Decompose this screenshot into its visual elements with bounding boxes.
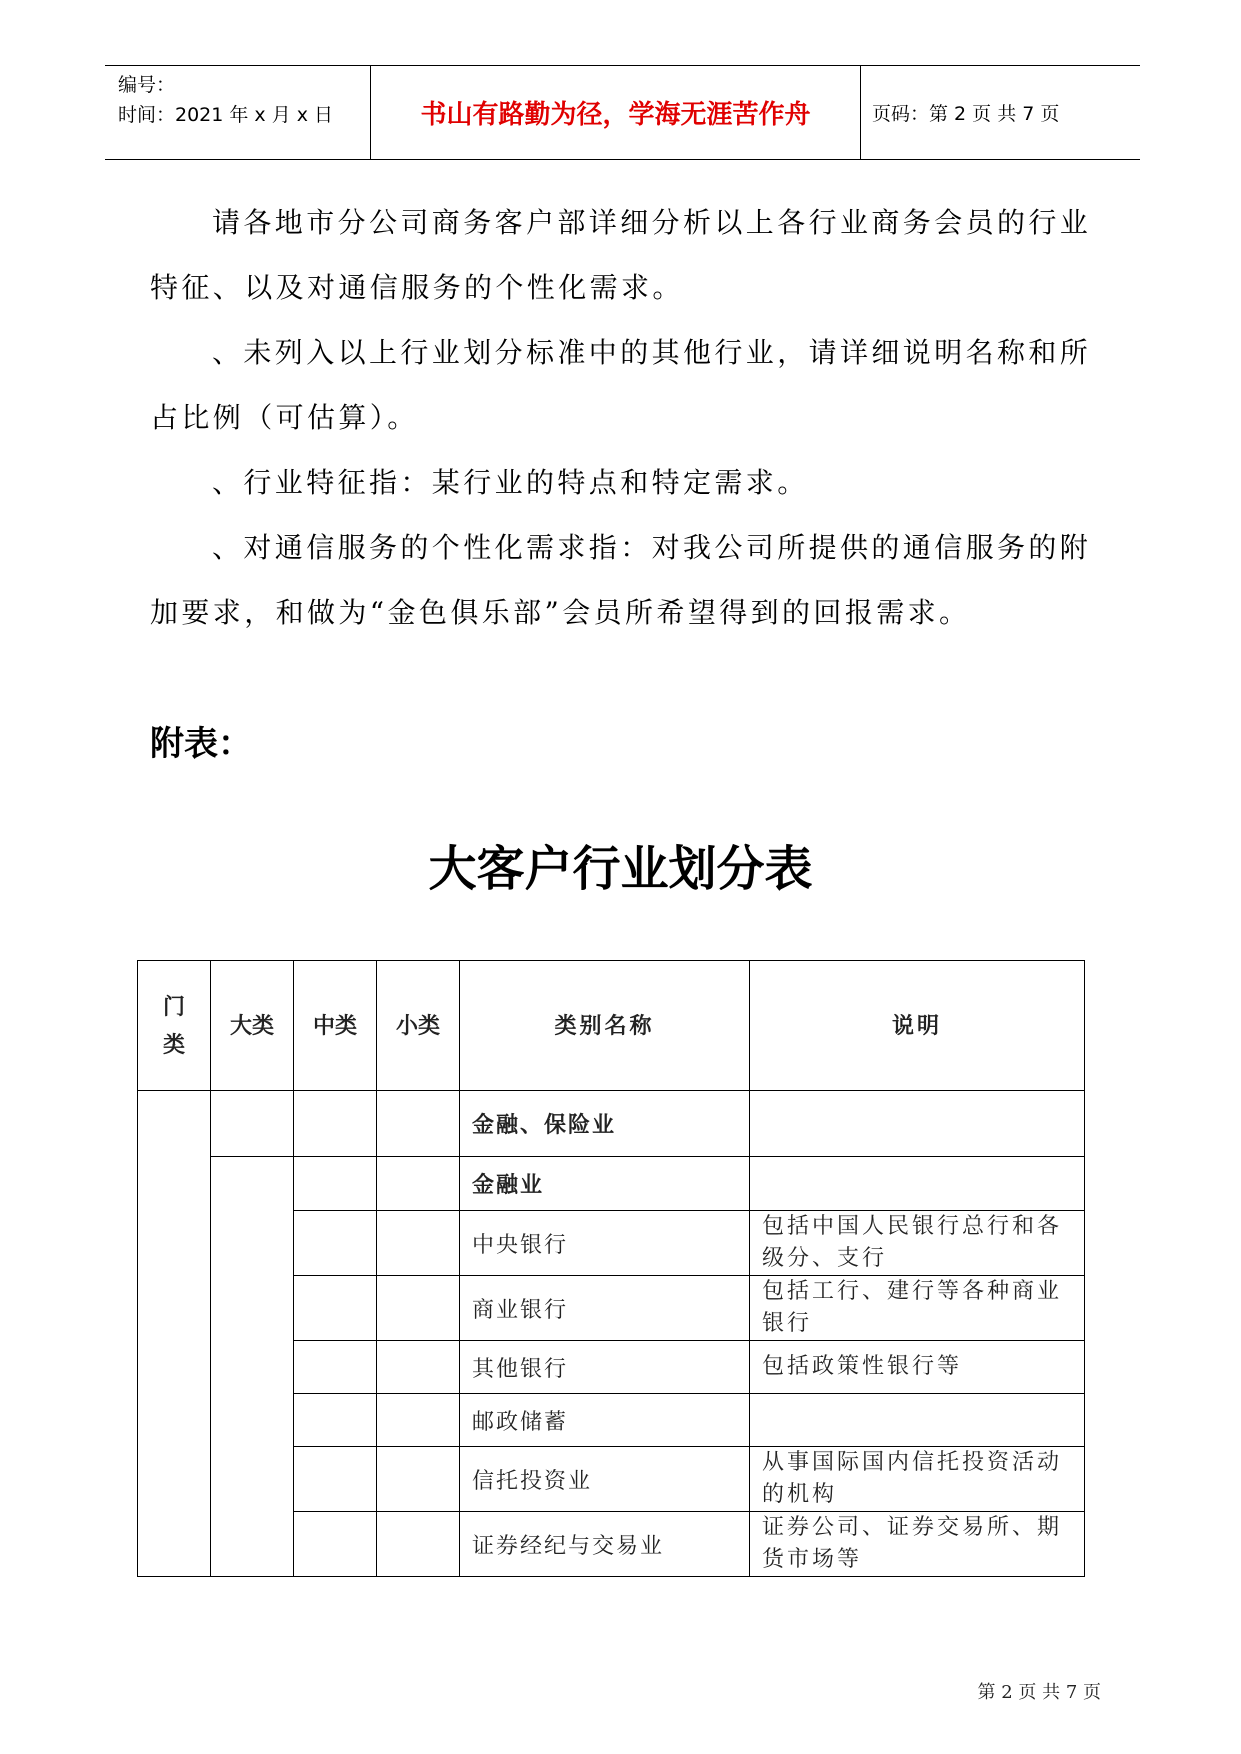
header-motto: 书山有路勤为径，学海无涯苦作舟 [420, 99, 811, 130]
cell-xiao [377, 1341, 460, 1394]
table-header-row [138, 961, 1085, 1091]
page-footer: 第 2 页 共 7 页 [977, 1682, 1101, 1703]
cell-xiao [377, 1276, 460, 1341]
cell-xiao [377, 1394, 460, 1447]
paragraph: 、对通信服务的个性化需求指：对我公司所提供的通信服务的附加要求，和做为“金色俱乐部”会员所希望得到的回报需求。 [150, 531, 1092, 629]
cell-zhong [294, 1394, 377, 1447]
cell-description: 从事国际国内信托投资活动的机构 [750, 1447, 1085, 1512]
header-desc: 说明 [750, 961, 1085, 1091]
header-divider-right [860, 65, 861, 159]
header-number-label: 编号： [118, 74, 176, 96]
cell-description: 证券公司、证券交易所、期货市场等 [750, 1512, 1085, 1577]
cell-category-name: 金融业 [460, 1157, 750, 1211]
cell-category-name: 其他银行 [460, 1341, 750, 1394]
cell-description: 包括中国人民银行总行和各级分、支行 [750, 1211, 1085, 1276]
cell-xiao [377, 1157, 460, 1211]
cell-xiao [377, 1091, 460, 1157]
header-time-label: 时间：2021 年 x 月 x 日 [118, 104, 334, 126]
table-title: 大客户行业划分表 [428, 841, 813, 897]
header-bottom-rule [105, 159, 1140, 160]
header-zhong: 中类 [294, 961, 377, 1091]
table-row [138, 1091, 1085, 1157]
cell-xiao [377, 1447, 460, 1512]
table-row [138, 1157, 1085, 1211]
cell-zhong [294, 1211, 377, 1276]
cell-da [211, 1157, 294, 1577]
header-da: 大类 [211, 961, 294, 1091]
header-xiao: 小类 [377, 961, 460, 1091]
cell-zhong [294, 1512, 377, 1577]
header-page-label: 页码：第 2 页 共 7 页 [872, 102, 1060, 125]
cell-category-name: 商业银行 [460, 1276, 750, 1341]
cell-men [138, 1091, 211, 1577]
cell-category-name: 中央银行 [460, 1211, 750, 1276]
header-name: 类别名称 [460, 961, 750, 1091]
cell-da [211, 1091, 294, 1157]
cell-category-name: 邮政储蓄 [460, 1394, 750, 1447]
cell-description [750, 1091, 1085, 1157]
cell-zhong [294, 1276, 377, 1341]
annex-label: 附表： [150, 724, 252, 764]
cell-zhong [294, 1341, 377, 1394]
cell-xiao [377, 1512, 460, 1577]
industry-table [137, 960, 1085, 1577]
cell-xiao [377, 1211, 460, 1276]
header-men: 门 类 [138, 961, 211, 1091]
cell-zhong [294, 1091, 377, 1157]
cell-category-name: 信托投资业 [460, 1447, 750, 1512]
header-left-info [118, 70, 333, 130]
cell-category-name: 证券经纪与交易业 [460, 1512, 750, 1577]
cell-description [750, 1157, 1085, 1211]
cell-category-name: 金融、保险业 [460, 1091, 750, 1157]
cell-description: 包括工行、建行等各种商业银行 [750, 1276, 1085, 1341]
cell-description: 包括政策性银行等 [750, 1341, 1085, 1394]
cell-description [750, 1394, 1085, 1447]
cell-zhong [294, 1157, 377, 1211]
cell-zhong [294, 1447, 377, 1512]
paragraph: 请各地市分公司商务客户部详细分析以上各行业商务会员的行业特征、以及对通信服务的个性化需求。 [150, 206, 1092, 304]
paragraph: 、行业特征指：某行业的特点和特定需求。 [212, 466, 809, 499]
paragraph: 、未列入以上行业划分标准中的其他行业，请详细说明名称和所占比例（可估算）。 [150, 336, 1092, 434]
body-text [150, 190, 1100, 645]
